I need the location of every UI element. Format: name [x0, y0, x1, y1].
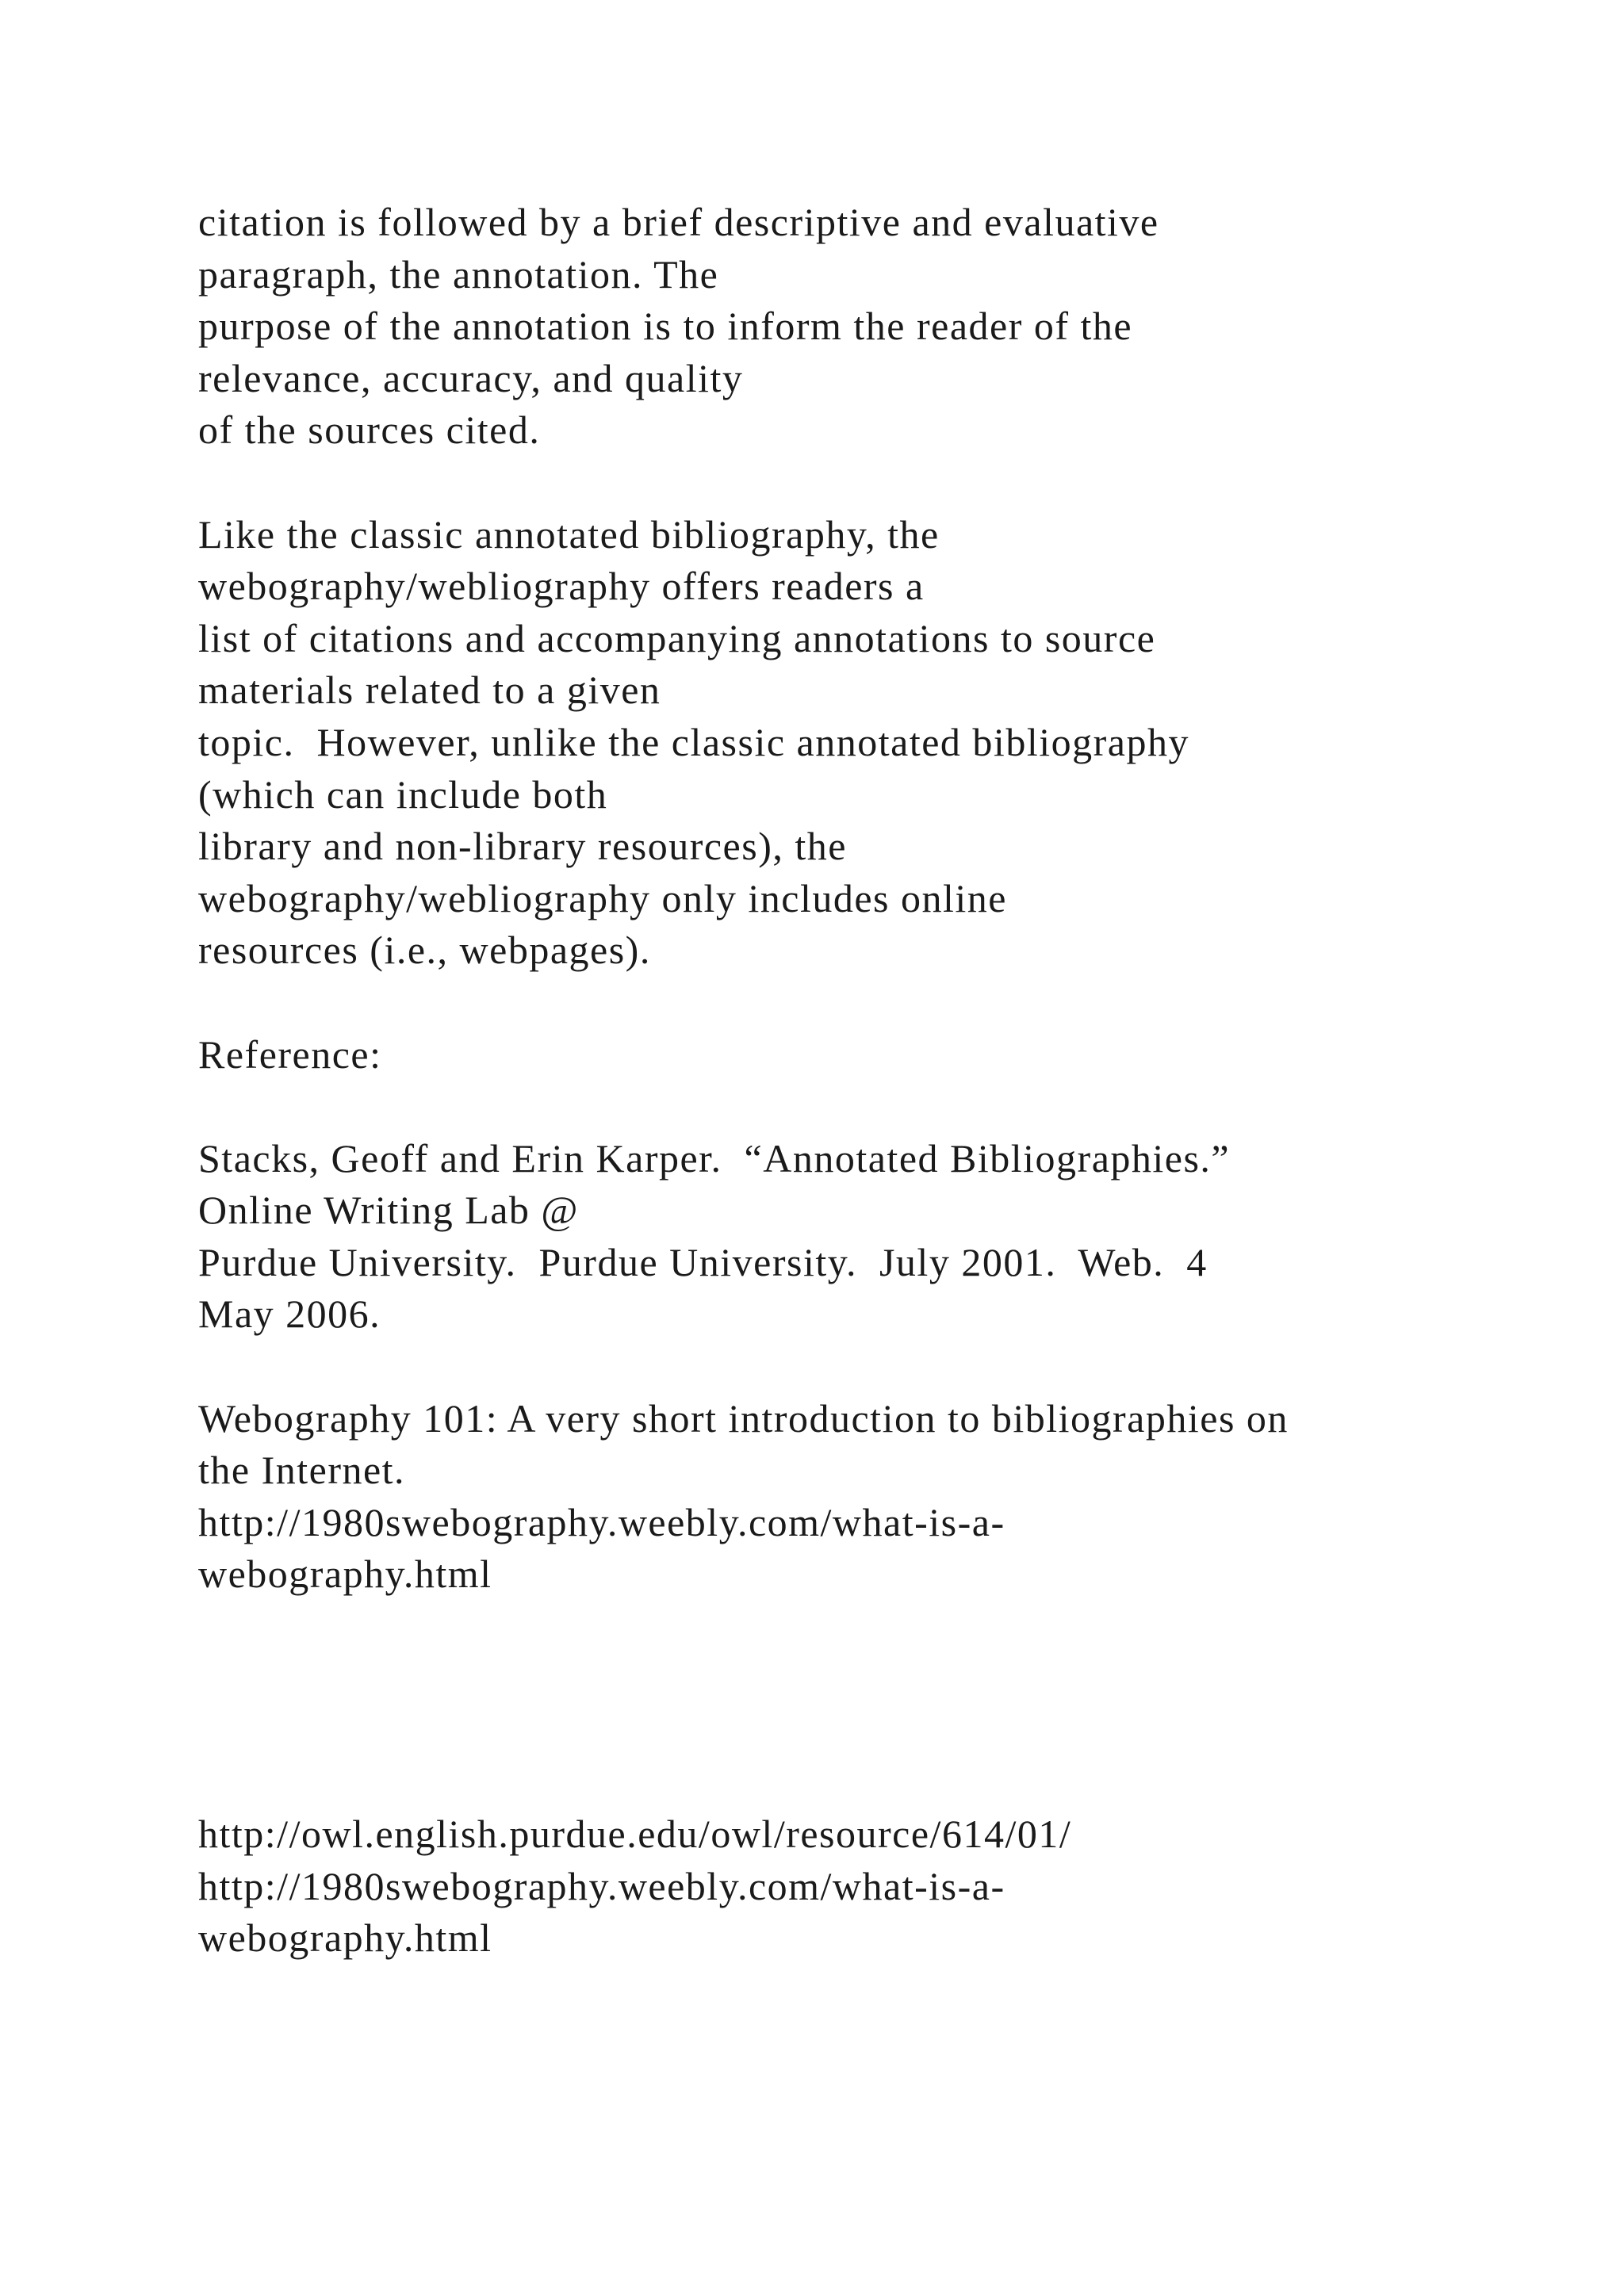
text-line: materials related to a given: [198, 668, 661, 713]
paragraph-annotation-purpose: [198, 197, 1546, 457]
text-line: Online Writing Lab @: [198, 1188, 579, 1233]
text-line: citation is followed by a brief descriptive and evaluative: [198, 200, 1159, 244]
text-line: Purdue University. Purdue University. July 2001. Web. 4: [198, 1239, 1208, 1284]
reference-heading: Reference:: [198, 1031, 382, 1077]
text-line: webography/webliography only includes online: [198, 875, 1007, 920]
reference-entry-stacks-karper: [198, 1133, 1546, 1341]
text-line: webography/webliography offers readers a: [198, 564, 925, 609]
paragraph-spacer: [198, 457, 1546, 509]
text-line: Webography 101: A very short introduction to bibliographies on: [198, 1395, 1289, 1441]
link-list: [198, 1808, 1546, 1965]
text-line: Stacks, Geoff and Erin Karper. “Annotated Bibliographies.”: [198, 1135, 1231, 1181]
document-page: [198, 197, 1546, 1965]
text-line: topic. However, unlike the classic annotated bibliography: [198, 719, 1189, 764]
url-line-weebly[interactable]: http://1980swebography.weebly.com/what-is-a-: [198, 1863, 1005, 1908]
paragraph-spacer: [198, 1341, 1546, 1393]
text-line: resources (i.e., webpages).: [198, 928, 651, 973]
text-line: paragraph, the annotation. The: [198, 251, 719, 297]
text-line: the Internet.: [198, 1448, 406, 1493]
url-line[interactable]: http://1980swebography.weebly.com/what-is-a-: [198, 1499, 1005, 1544]
url-line[interactable]: webography.html: [198, 1552, 492, 1597]
text-line: relevance, accuracy, and quality: [198, 355, 744, 400]
paragraph-spacer: [198, 1081, 1546, 1133]
url-line-purdue-owl[interactable]: http://owl.english.purdue.edu/owl/resource/614/01/: [198, 1812, 1072, 1857]
paragraph-spacer: [198, 977, 1546, 1029]
text-line: Like the classic annotated bibliography, the: [198, 511, 940, 557]
paragraph-webography-definition: [198, 509, 1546, 977]
text-line: May 2006.: [198, 1292, 381, 1337]
text-line: list of citations and accompanying annotations to source: [198, 615, 1156, 660]
section-spacer: [198, 1601, 1546, 1808]
text-line: library and non-library resources), the: [198, 824, 847, 869]
url-line-weebly-continued[interactable]: webography.html: [198, 1915, 492, 1961]
text-line: purpose of the annotation is to inform the reader of the: [198, 304, 1133, 349]
reference-entry-webography-101: [198, 1393, 1546, 1601]
text-line: (which can include both: [198, 771, 608, 817]
text-line: of the sources cited.: [198, 408, 541, 453]
